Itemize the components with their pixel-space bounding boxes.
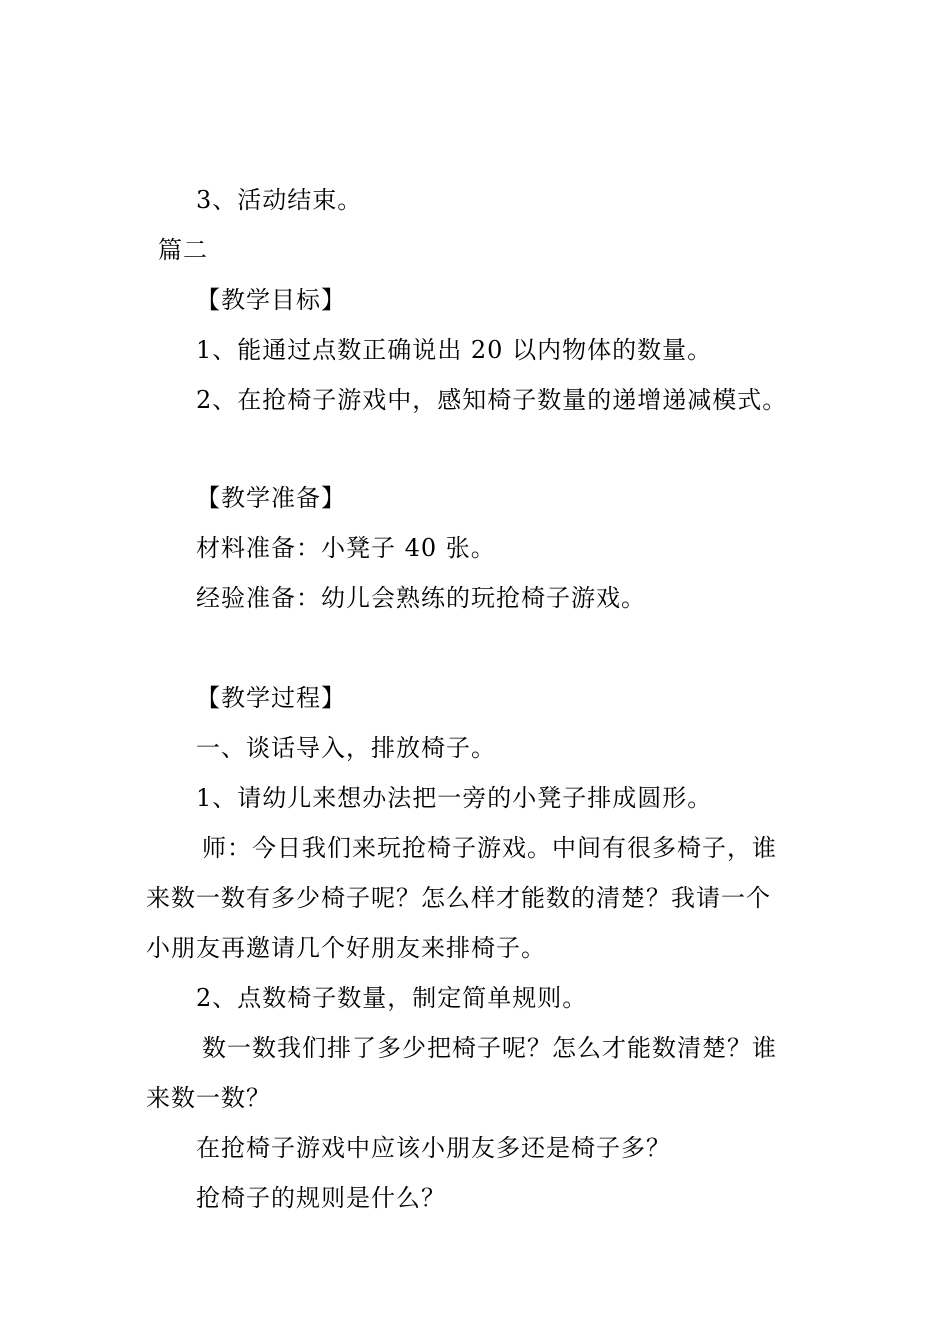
process-step-1-title: 一、谈话导入，排放椅子。 [196, 734, 496, 762]
counting-question-line-1: 数一数我们排了多少把椅子呢？怎么才能数清楚？谁 [202, 1034, 777, 1062]
experience-preparation: 经验准备：幼儿会熟练的玩抢椅子游戏。 [196, 584, 646, 612]
counting-question-line-2: 来数一数？ [146, 1084, 271, 1112]
teacher-dialogue-line-2: 来数一数有多少椅子呢？怎么样才能数的清楚？我请一个 [146, 884, 771, 912]
process-step-1-item-2: 2、点数椅子数量，制定简单规则。 [196, 984, 588, 1012]
heading-teaching-process: 【教学过程】 [196, 684, 346, 712]
rules-question: 抢椅子的规则是什么？ [196, 1184, 446, 1212]
heading-teaching-preparation: 【教学准备】 [196, 484, 346, 512]
game-question: 在抢椅子游戏中应该小朋友多还是椅子多？ [196, 1134, 671, 1162]
teacher-dialogue-line-3: 小朋友再邀请几个好朋友来排椅子。 [146, 934, 546, 962]
teacher-dialogue-line-1: 师：今日我们来玩抢椅子游戏。中间有很多椅子，谁 [202, 834, 777, 862]
material-preparation: 材料准备：小凳子 40 张。 [196, 534, 496, 562]
goal-item-1: 1、能通过点数正确说出 20 以内物体的数量。 [196, 336, 713, 364]
goal-item-2: 2、在抢椅子游戏中，感知椅子数量的递增递减模式。 [196, 386, 788, 414]
activity-end-line: 3、活动结束。 [196, 186, 363, 214]
process-step-1-item-1: 1、请幼儿来想办法把一旁的小凳子排成圆形。 [196, 784, 713, 812]
heading-teaching-goals: 【教学目标】 [196, 286, 346, 314]
section-heading-part-two: 篇二 [158, 236, 208, 264]
